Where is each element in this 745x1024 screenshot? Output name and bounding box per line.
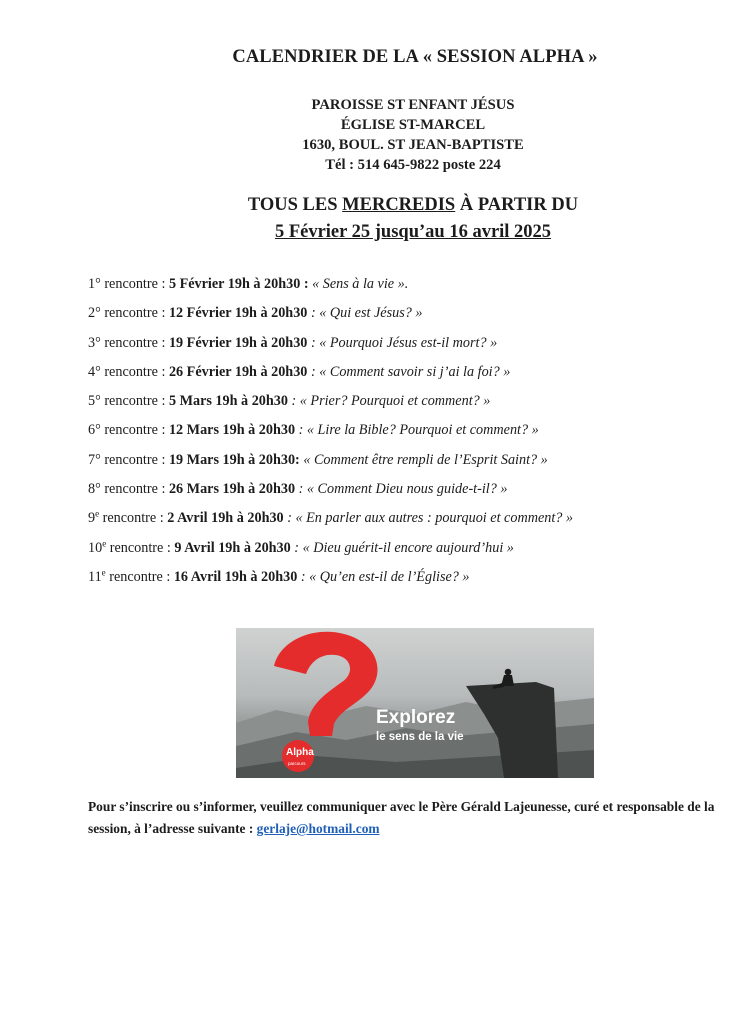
meeting-label: rencontre : (104, 363, 166, 380)
meeting-number: 4 (88, 363, 96, 380)
meeting-date: 19 Mars 19h à 20h30: (168, 451, 300, 468)
meeting-ordinal: e (102, 537, 107, 548)
meeting-number: 11 (88, 568, 102, 585)
contact-text: Pour s’inscrire ou s’informer, veuillez communiquer avec le Père Gérald Lajeunesse, curé et responsable de la session, à l’adresse suivante : (88, 799, 715, 836)
meeting-row (88, 504, 573, 533)
meeting-number: 1 (88, 276, 96, 292)
meeting-row (88, 446, 573, 475)
meeting-date: 2 Avril 19h à 20h30 (167, 510, 284, 527)
meeting-label: rencontre : (104, 451, 166, 468)
meeting-row (88, 299, 573, 328)
schedule-heading (0, 195, 745, 216)
meeting-topic: : « Lire la Bible? Pourquoi et comment? » (298, 422, 539, 439)
meeting-number: 2 (88, 305, 96, 322)
meeting-ordinal: ° (95, 305, 101, 322)
meeting-row (88, 329, 573, 358)
meeting-topic: : « Qui est Jésus? » (310, 305, 423, 322)
parish-address (0, 95, 745, 175)
banner-headline: Explorez (376, 707, 456, 728)
meeting-number: 9 (88, 510, 96, 527)
meeting-date: 12 Février 19h à 20h30 (168, 305, 308, 322)
meeting-ordinal: ° (95, 276, 101, 292)
meeting-row (88, 475, 573, 504)
meeting-topic: : « Pourquoi Jésus est-il mort? » (310, 334, 498, 351)
alpha-banner (236, 628, 594, 778)
meeting-number: 5 (88, 393, 96, 410)
meeting-date: 19 Février 19h à 20h30 (168, 334, 308, 351)
church-name: ÉGLISE ST-MARCEL (340, 117, 486, 133)
meeting-number: 8 (88, 481, 96, 498)
meeting-ordinal: ° (95, 422, 101, 439)
parish-name: PAROISSE ST ENFANT JÉSUS (311, 97, 515, 113)
street-address: 1630, BOUL. ST JEAN-BAPTISTE (302, 137, 524, 153)
meeting-date: 16 Avril 19h à 20h30 (173, 568, 298, 585)
meeting-topic: « Sens à la vie ». (312, 276, 409, 292)
meeting-date: 26 Février 19h à 20h30 (168, 363, 308, 380)
meeting-ordinal: ° (95, 393, 101, 410)
contact-info (88, 796, 728, 840)
meeting-list (88, 270, 573, 592)
meeting-row (88, 563, 573, 592)
meeting-label: rencontre : (104, 481, 166, 498)
meeting-ordinal: ° (95, 363, 101, 380)
schedule-suffix: À PARTIR DU (459, 195, 579, 215)
meeting-date: 26 Mars 19h à 20h30 (168, 481, 296, 498)
alpha-logo-text: Alpha (286, 747, 314, 758)
meeting-ordinal: ° (95, 451, 101, 468)
schedule-prefix: TOUS LES (247, 195, 338, 215)
contact-email-link[interactable]: gerlaje@hotmail.com (256, 821, 380, 836)
page-title: CALENDRIER DE LA « SESSION ALPHA » (232, 47, 598, 67)
meeting-ordinal: e (101, 567, 106, 578)
meeting-date: 9 Avril 19h à 20h30 (174, 539, 291, 556)
meeting-label: rencontre : (109, 568, 171, 585)
phone-number: Tél : 514 645-9822 poste 224 (325, 157, 501, 173)
meeting-topic: : « Dieu guérit-il encore aujourd’hui » (294, 539, 514, 556)
meeting-number: 6 (88, 422, 96, 439)
meeting-number: 7 (88, 451, 96, 468)
meeting-label: rencontre : (104, 305, 166, 322)
schedule-day: MERCREDIS (342, 195, 456, 215)
meeting-topic: : « Comment savoir si j’ai la foi? » (310, 363, 511, 380)
meeting-topic: : « Comment Dieu nous guide-t-il? » (298, 481, 508, 498)
meeting-label: rencontre : (104, 334, 166, 351)
meeting-row (88, 270, 573, 299)
meeting-number: 3 (88, 334, 96, 351)
meeting-row (88, 534, 573, 563)
meeting-label: rencontre : (104, 393, 166, 410)
meeting-ordinal: ° (95, 481, 101, 498)
meeting-label: rencontre : (102, 510, 164, 527)
meeting-date: 5 Mars 19h à 20h30 (168, 393, 288, 410)
meeting-label: rencontre : (109, 539, 171, 556)
meeting-number: 10 (88, 539, 103, 556)
meeting-row (88, 387, 573, 416)
meeting-date: 12 Mars 19h à 20h30 (168, 422, 296, 439)
banner-tagline: le sens de la vie (376, 731, 464, 743)
meeting-topic: : « En parler aux autres : pourquoi et comment? » (287, 510, 574, 527)
meeting-date: 5 Février 19h à 20h30 : (168, 276, 309, 292)
meeting-topic: : « Qu’en est-il de l’Église? » (300, 568, 470, 585)
meeting-label: rencontre : (104, 276, 166, 292)
meeting-row (88, 416, 573, 445)
schedule-range: 5 Février 25 jusqu’au 16 avril 2025 (274, 222, 552, 242)
meeting-ordinal: ° (95, 334, 101, 351)
alpha-logo-subtext: parcours (288, 761, 306, 766)
meeting-ordinal: e (95, 508, 100, 519)
meeting-topic: « Comment être rempli de l’Esprit Saint? » (303, 451, 548, 468)
meeting-row (88, 358, 573, 387)
meeting-label: rencontre : (104, 422, 166, 439)
meeting-topic: : « Prier? Pourquoi et comment? » (291, 393, 491, 410)
